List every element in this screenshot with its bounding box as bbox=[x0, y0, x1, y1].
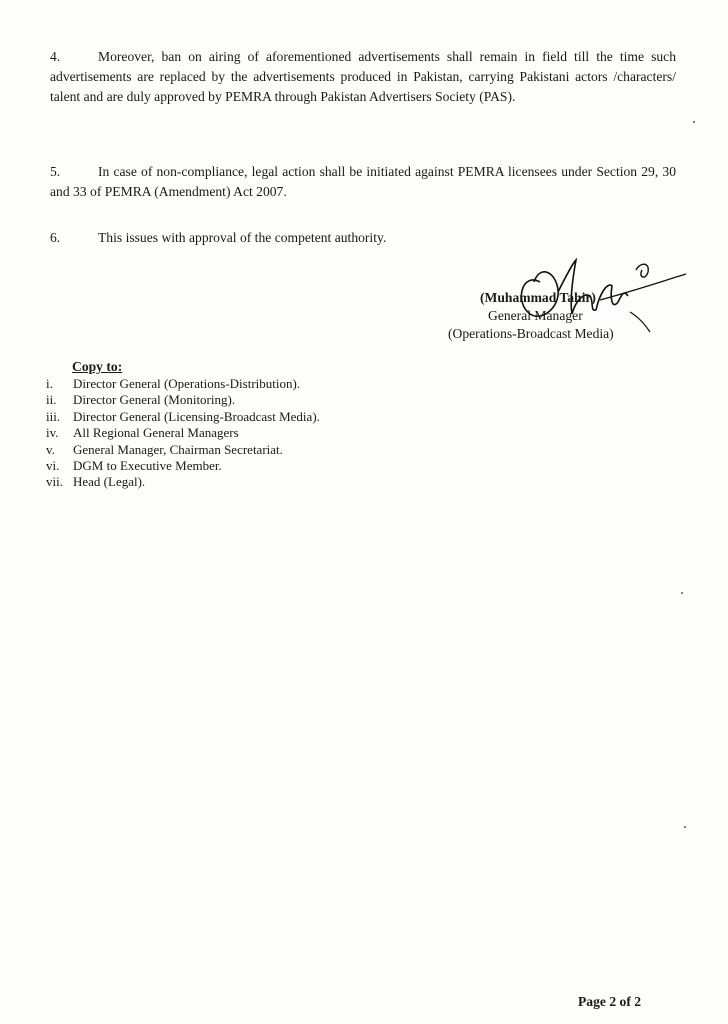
list-numeral: ii. bbox=[46, 392, 57, 408]
copy-to-list bbox=[46, 376, 320, 491]
scan-speck bbox=[693, 121, 695, 123]
list-item bbox=[46, 474, 320, 490]
paragraph-6 bbox=[50, 228, 676, 248]
signatory-title: General Manager bbox=[488, 308, 583, 323]
list-item bbox=[46, 458, 320, 474]
list-item-text: Director General (Operations-Distribution). bbox=[73, 376, 301, 391]
paragraph-4 bbox=[50, 47, 676, 107]
list-item-text: All Regional General Managers bbox=[73, 425, 239, 441]
paragraph-number: 5. bbox=[50, 164, 61, 179]
list-item bbox=[46, 425, 320, 441]
list-item-text: Head (Legal). bbox=[73, 474, 146, 490]
scan-speck bbox=[681, 592, 683, 594]
scan-speck bbox=[684, 826, 686, 828]
list-numeral: v. bbox=[46, 441, 55, 457]
list-item-text: Director General (Licensing-Broadcast Media). bbox=[73, 408, 320, 424]
paragraph-number: 6. bbox=[50, 230, 61, 245]
list-item-text: DGM to Executive Member. bbox=[73, 458, 222, 474]
paragraph-number: 4. bbox=[50, 49, 61, 64]
signatory-name: (Muhammad Tahir) bbox=[480, 290, 596, 305]
list-item-text: General Manager, Chairman Secretariat. bbox=[73, 441, 283, 457]
list-numeral: iii. bbox=[46, 408, 61, 424]
list-numeral: i. bbox=[46, 376, 53, 391]
paragraph-5 bbox=[50, 162, 676, 202]
signature-block bbox=[440, 248, 700, 358]
copy-to-heading: Copy to: bbox=[72, 359, 123, 374]
list-item-text: Director General (Monitoring). bbox=[73, 392, 236, 408]
list-numeral: vi. bbox=[46, 458, 60, 474]
page-number: Page 2 of 2 bbox=[578, 994, 642, 1009]
signatory-department: (Operations-Broadcast Media) bbox=[448, 326, 614, 341]
list-item bbox=[46, 442, 320, 458]
paragraph-text: This issues with approval of the competent authority. bbox=[98, 230, 387, 245]
paragraph-text: In case of non-compliance, legal action shall be initiated against PEMRA licensees under Section 29, 30 and 33 of PEMRA (Amendment) Act 2007. bbox=[50, 164, 676, 199]
list-item bbox=[46, 409, 320, 425]
list-numeral: iv. bbox=[46, 425, 59, 441]
paragraph-text: Moreover, ban on airing of aforementioned advertisements shall remain in field till the time such advertisements are replaced by the advertisements produced in Pakistan, carrying Pakistani actors /characters/ talent and are duly approved by PEMRA through Pakistan Advertisers Society (PAS). bbox=[50, 49, 676, 104]
list-item bbox=[46, 392, 320, 408]
list-item bbox=[46, 376, 320, 392]
list-numeral: vii. bbox=[46, 474, 63, 490]
